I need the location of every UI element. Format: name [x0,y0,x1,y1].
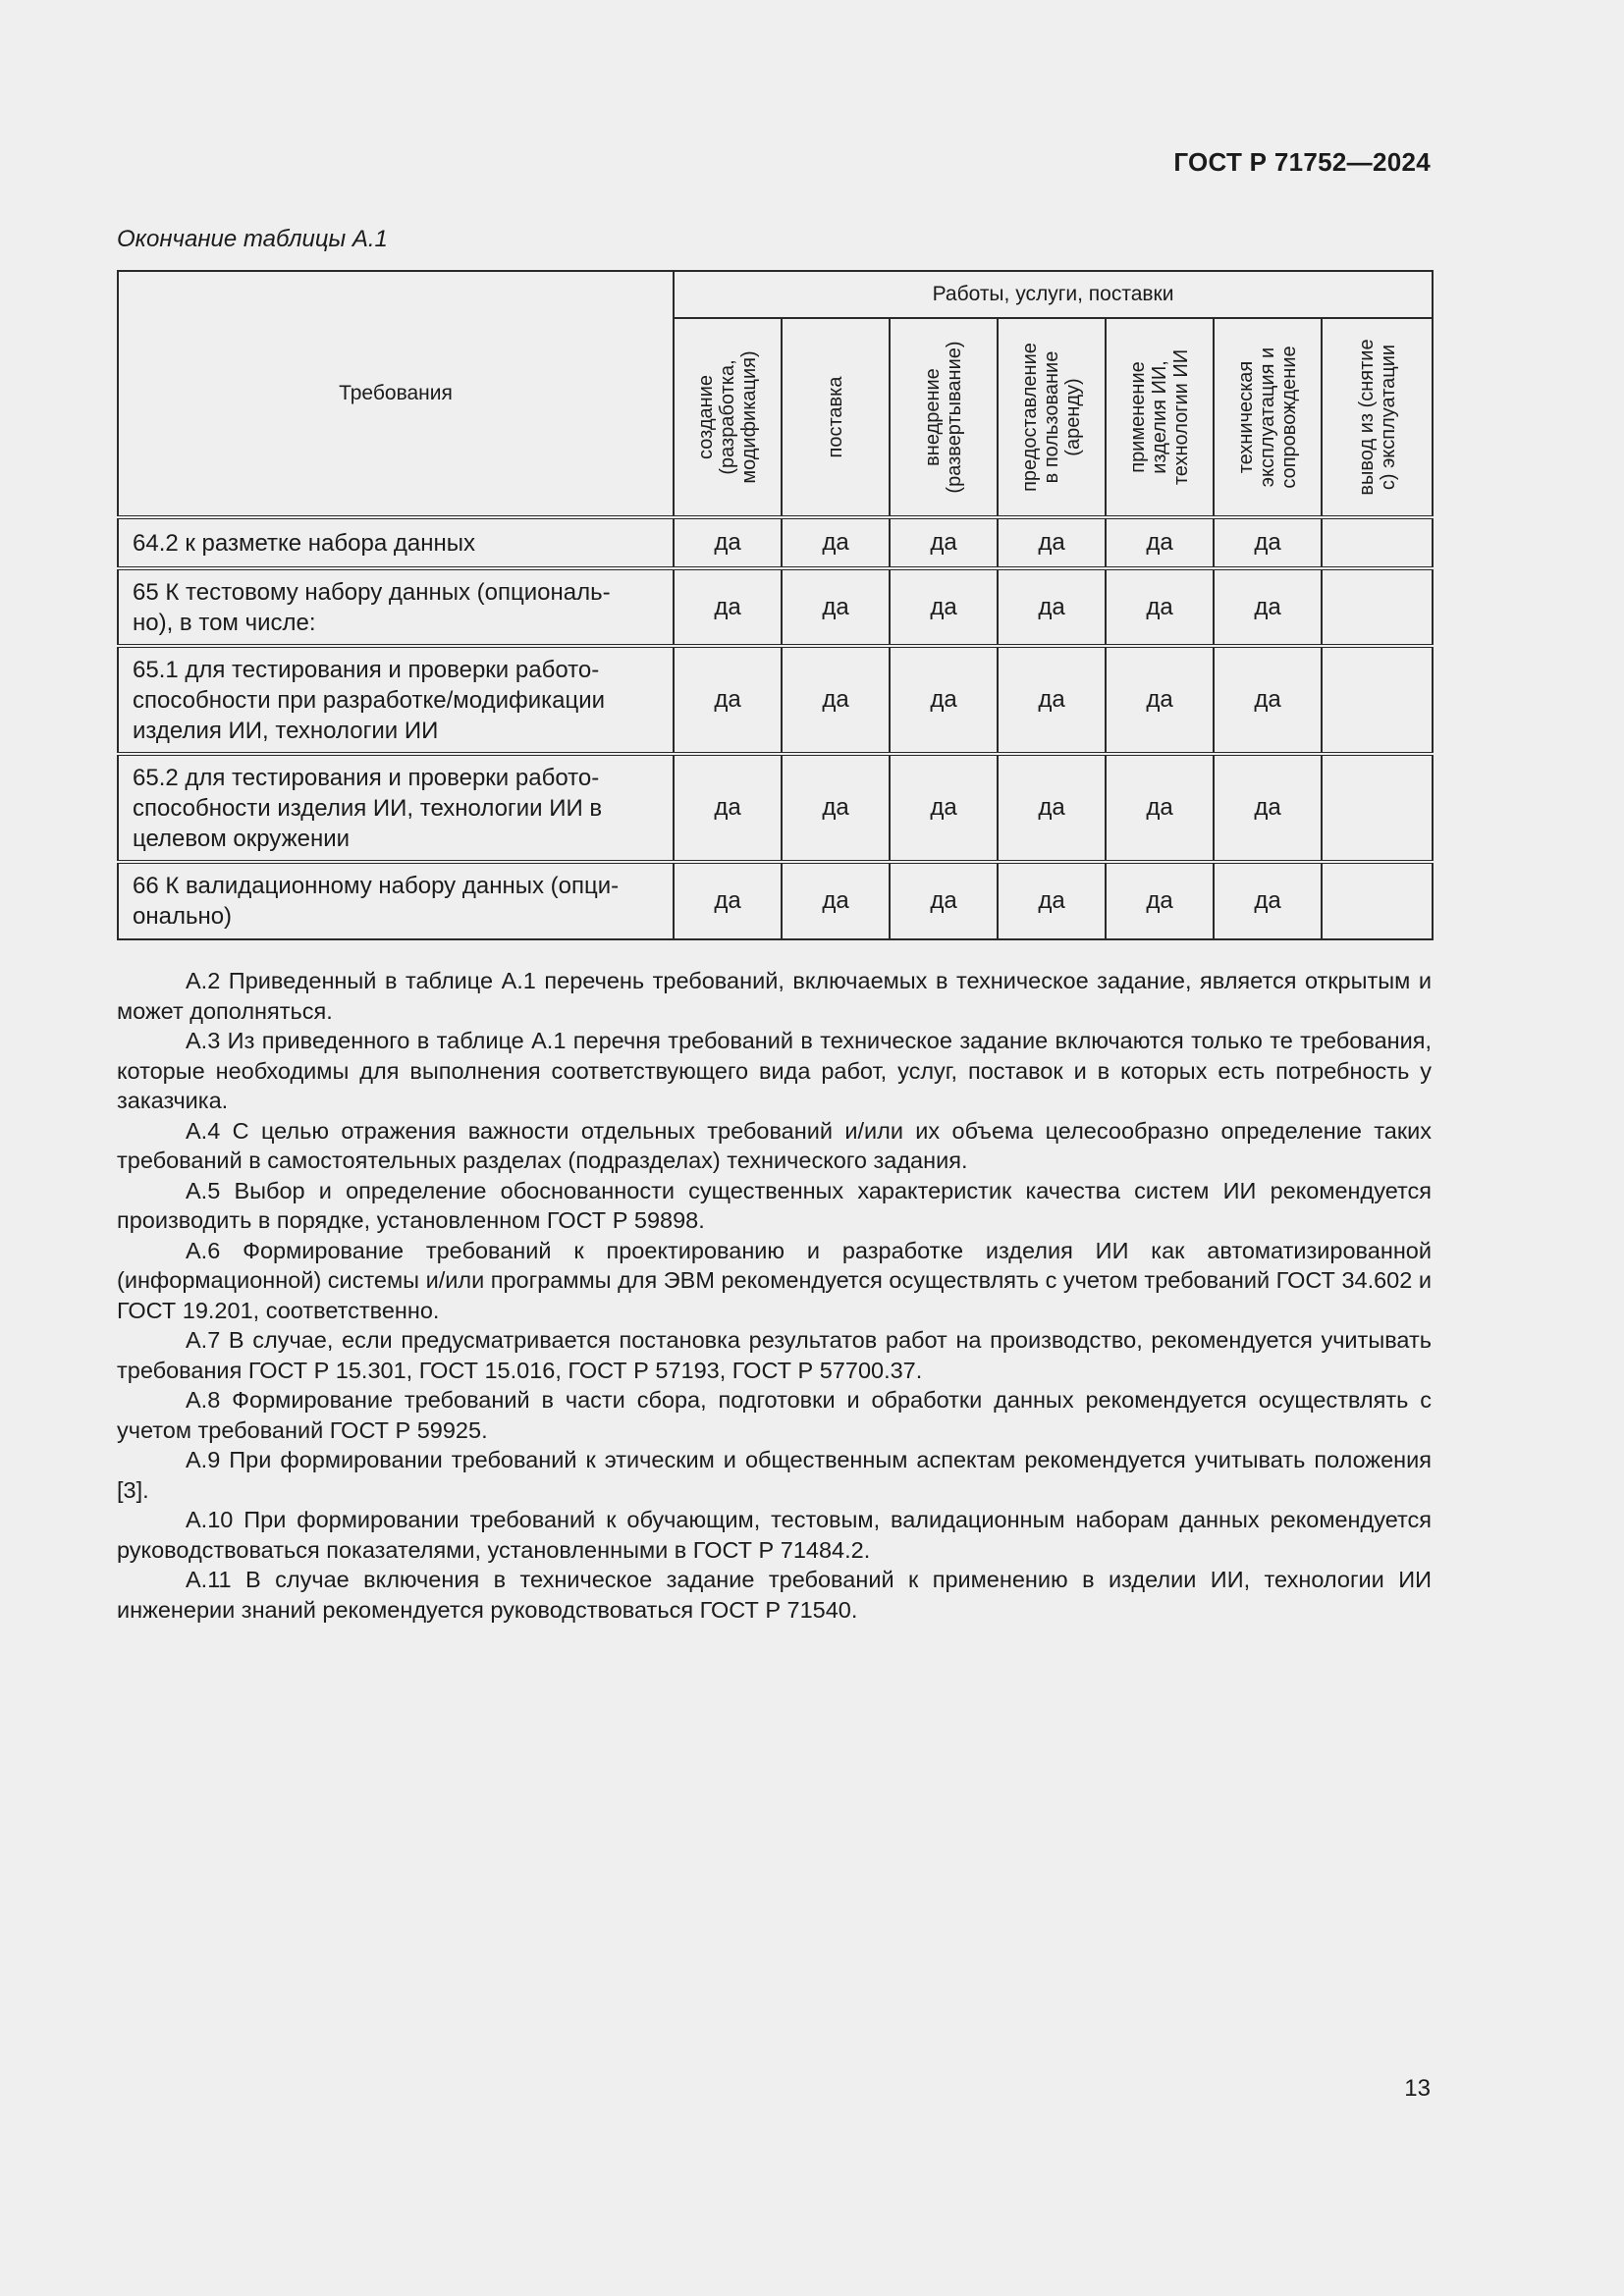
table-row [118,568,1433,646]
column-header-line: модификация) [738,350,760,484]
requirement-line: 65.1 для тестирования и проверки работо- [133,656,600,683]
column-header-line: (развертывание) [944,341,965,494]
value-cell: да [674,646,782,754]
works-services-header: Работы, услуги, поставки [674,271,1433,318]
column-header-line: (аренду) [1062,378,1084,456]
body-text [117,966,1432,1625]
document-code: ГОСТ Р 71752—2024 [1173,147,1431,177]
requirements-table [117,270,1434,940]
value-cell: да [998,862,1106,939]
value-cell [1322,754,1433,862]
value-cell [1322,646,1433,754]
value-cell: да [1214,646,1322,754]
column-header [782,318,890,517]
value-cell: да [1106,517,1214,568]
paragraph: А.2 Приведенный в таблице А.1 перечень требований, включаемых в техническое задание, является открытым и может дополняться. [117,968,1432,1024]
value-cell [1322,568,1433,646]
requirement-cell [118,646,674,754]
column-header-line: в пользование [1041,350,1062,484]
paragraph: А.10 При формировании требований к обучающим, тестовым, валидационным наборам данных рекомендуется руководствоваться показателями, установленными в ГОСТ Р 71484.2. [117,1507,1432,1563]
column-header-line: с) эксплуатации [1377,344,1399,491]
value-cell: да [782,517,890,568]
value-cell: да [1106,862,1214,939]
requirement-cell [118,568,674,646]
value-cell: да [782,754,890,862]
value-cell: да [1106,568,1214,646]
value-cell: да [890,646,998,754]
requirement-cell [118,862,674,939]
table-row [118,646,1433,754]
paragraph: А.8 Формирование требований в части сбора, подготовки и обработки данных рекомендуется осуществлять с учетом требований ГОСТ Р 59925. [117,1387,1432,1443]
column-header-line: предоставление [1019,343,1041,492]
column-header-line: техническая [1235,360,1257,474]
column-header [998,318,1106,517]
column-header [1106,318,1214,517]
column-header-line: технологии ИИ [1170,348,1192,486]
paragraph: А.11 В случае включения в техническое задание требований к применению в изделии ИИ, технологии ИИ инженерии знаний рекомендуется руководствоваться ГОСТ Р 71540. [117,1567,1432,1623]
value-cell: да [890,754,998,862]
page-number: 13 [1404,2075,1431,2102]
requirement-line: способности при разработке/модификации [133,686,606,714]
value-cell: да [782,646,890,754]
value-cell: да [1106,754,1214,862]
requirement-line: 66 К валидационному набору данных (опци- [133,873,620,899]
value-cell [1322,517,1433,568]
value-cell: да [1106,646,1214,754]
requirement-line: изделия ИИ, технологии ИИ [133,717,439,744]
column-header-line: (разработка, [717,359,738,475]
value-cell: да [674,517,782,568]
table-row [118,862,1433,939]
requirement-line: 64.2 к разметке набора данных [133,529,475,557]
paragraph: А.4 С целью отражения важности отдельных требований и/или их объема целесообразно определение таких требований в самостоятельных разделах (подразделах) технического задания. [117,1117,1432,1173]
value-cell: да [674,568,782,646]
column-header-line: эксплуатация и [1257,347,1278,488]
column-header [674,318,782,517]
value-cell: да [1214,862,1322,939]
value-cell: да [998,754,1106,862]
requirement-line: способности изделия ИИ, технологии ИИ в [133,794,603,822]
paragraph: А.3 Из приведенного в таблице А.1 перечня требований в техническое задание включаются только те требования, которые необходимы для выполнения соответствующего вида работ, услуг, поставок и в которых есть потребность у заказчика. [117,1028,1432,1113]
value-cell: да [1214,517,1322,568]
requirement-line: целевом окружении [133,825,351,852]
value-cell [1322,862,1433,939]
value-cell: да [1214,754,1322,862]
requirement-line: 65 К тестовому набору данных (опциональ- [133,578,611,606]
column-header [890,318,998,517]
requirement-cell [118,754,674,862]
column-header-line: поставка [825,376,846,458]
table-row [118,754,1433,862]
column-header-line: вывод из (снятие [1355,339,1378,496]
paragraph: А.9 При формировании требований к этическим и общественным аспектам рекомендуется учитывать положения [3]. [117,1447,1432,1503]
requirement-line: но), в том числе: [133,609,316,636]
column-header [1214,318,1322,517]
requirement-cell [118,517,674,568]
requirements-header: Требования [118,271,674,517]
column-header-line: создание [695,375,717,459]
requirement-line: онально) [133,903,233,930]
value-cell: да [674,862,782,939]
value-cell: да [890,517,998,568]
value-cell: да [890,568,998,646]
table-row [118,517,1433,568]
column-header-line: сопровождение [1278,346,1300,489]
column-header [1322,318,1433,517]
value-cell: да [1214,568,1322,646]
value-cell: да [890,862,998,939]
value-cell: да [998,517,1106,568]
column-header-line: внедрение [922,368,944,466]
value-cell: да [782,568,890,646]
value-cell: да [998,646,1106,754]
requirement-line: 65.2 для тестирования и проверки работо- [133,764,600,791]
paragraph: А.7 В случае, если предусматривается постановка результатов работ на производство, рекомендуется учитывать требования ГОСТ Р 15.301, ГОСТ 15.016, ГОСТ Р 57193, ГОСТ Р 57700.37. [117,1327,1432,1383]
column-header-line: изделия ИИ, [1149,360,1170,474]
paragraph: А.5 Выбор и определение обоснованности существенных характеристик качества систем ИИ рекомендуется производить в порядке, установленном ГОСТ Р 59898. [117,1177,1432,1233]
value-cell: да [998,568,1106,646]
table-caption: Окончание таблицы А.1 [117,226,388,252]
paragraph: А.6 Формирование требований к проектированию и разработке изделия ИИ как автоматизированной (информационной) системы и/или программы для ЭВМ рекомендуется осуществлять с учетом требований ГОСТ 34.602 и ГОСТ 19.201, соответственно. [117,1237,1432,1323]
value-cell: да [782,862,890,939]
column-header-line: применение [1127,361,1149,473]
value-cell: да [674,754,782,862]
